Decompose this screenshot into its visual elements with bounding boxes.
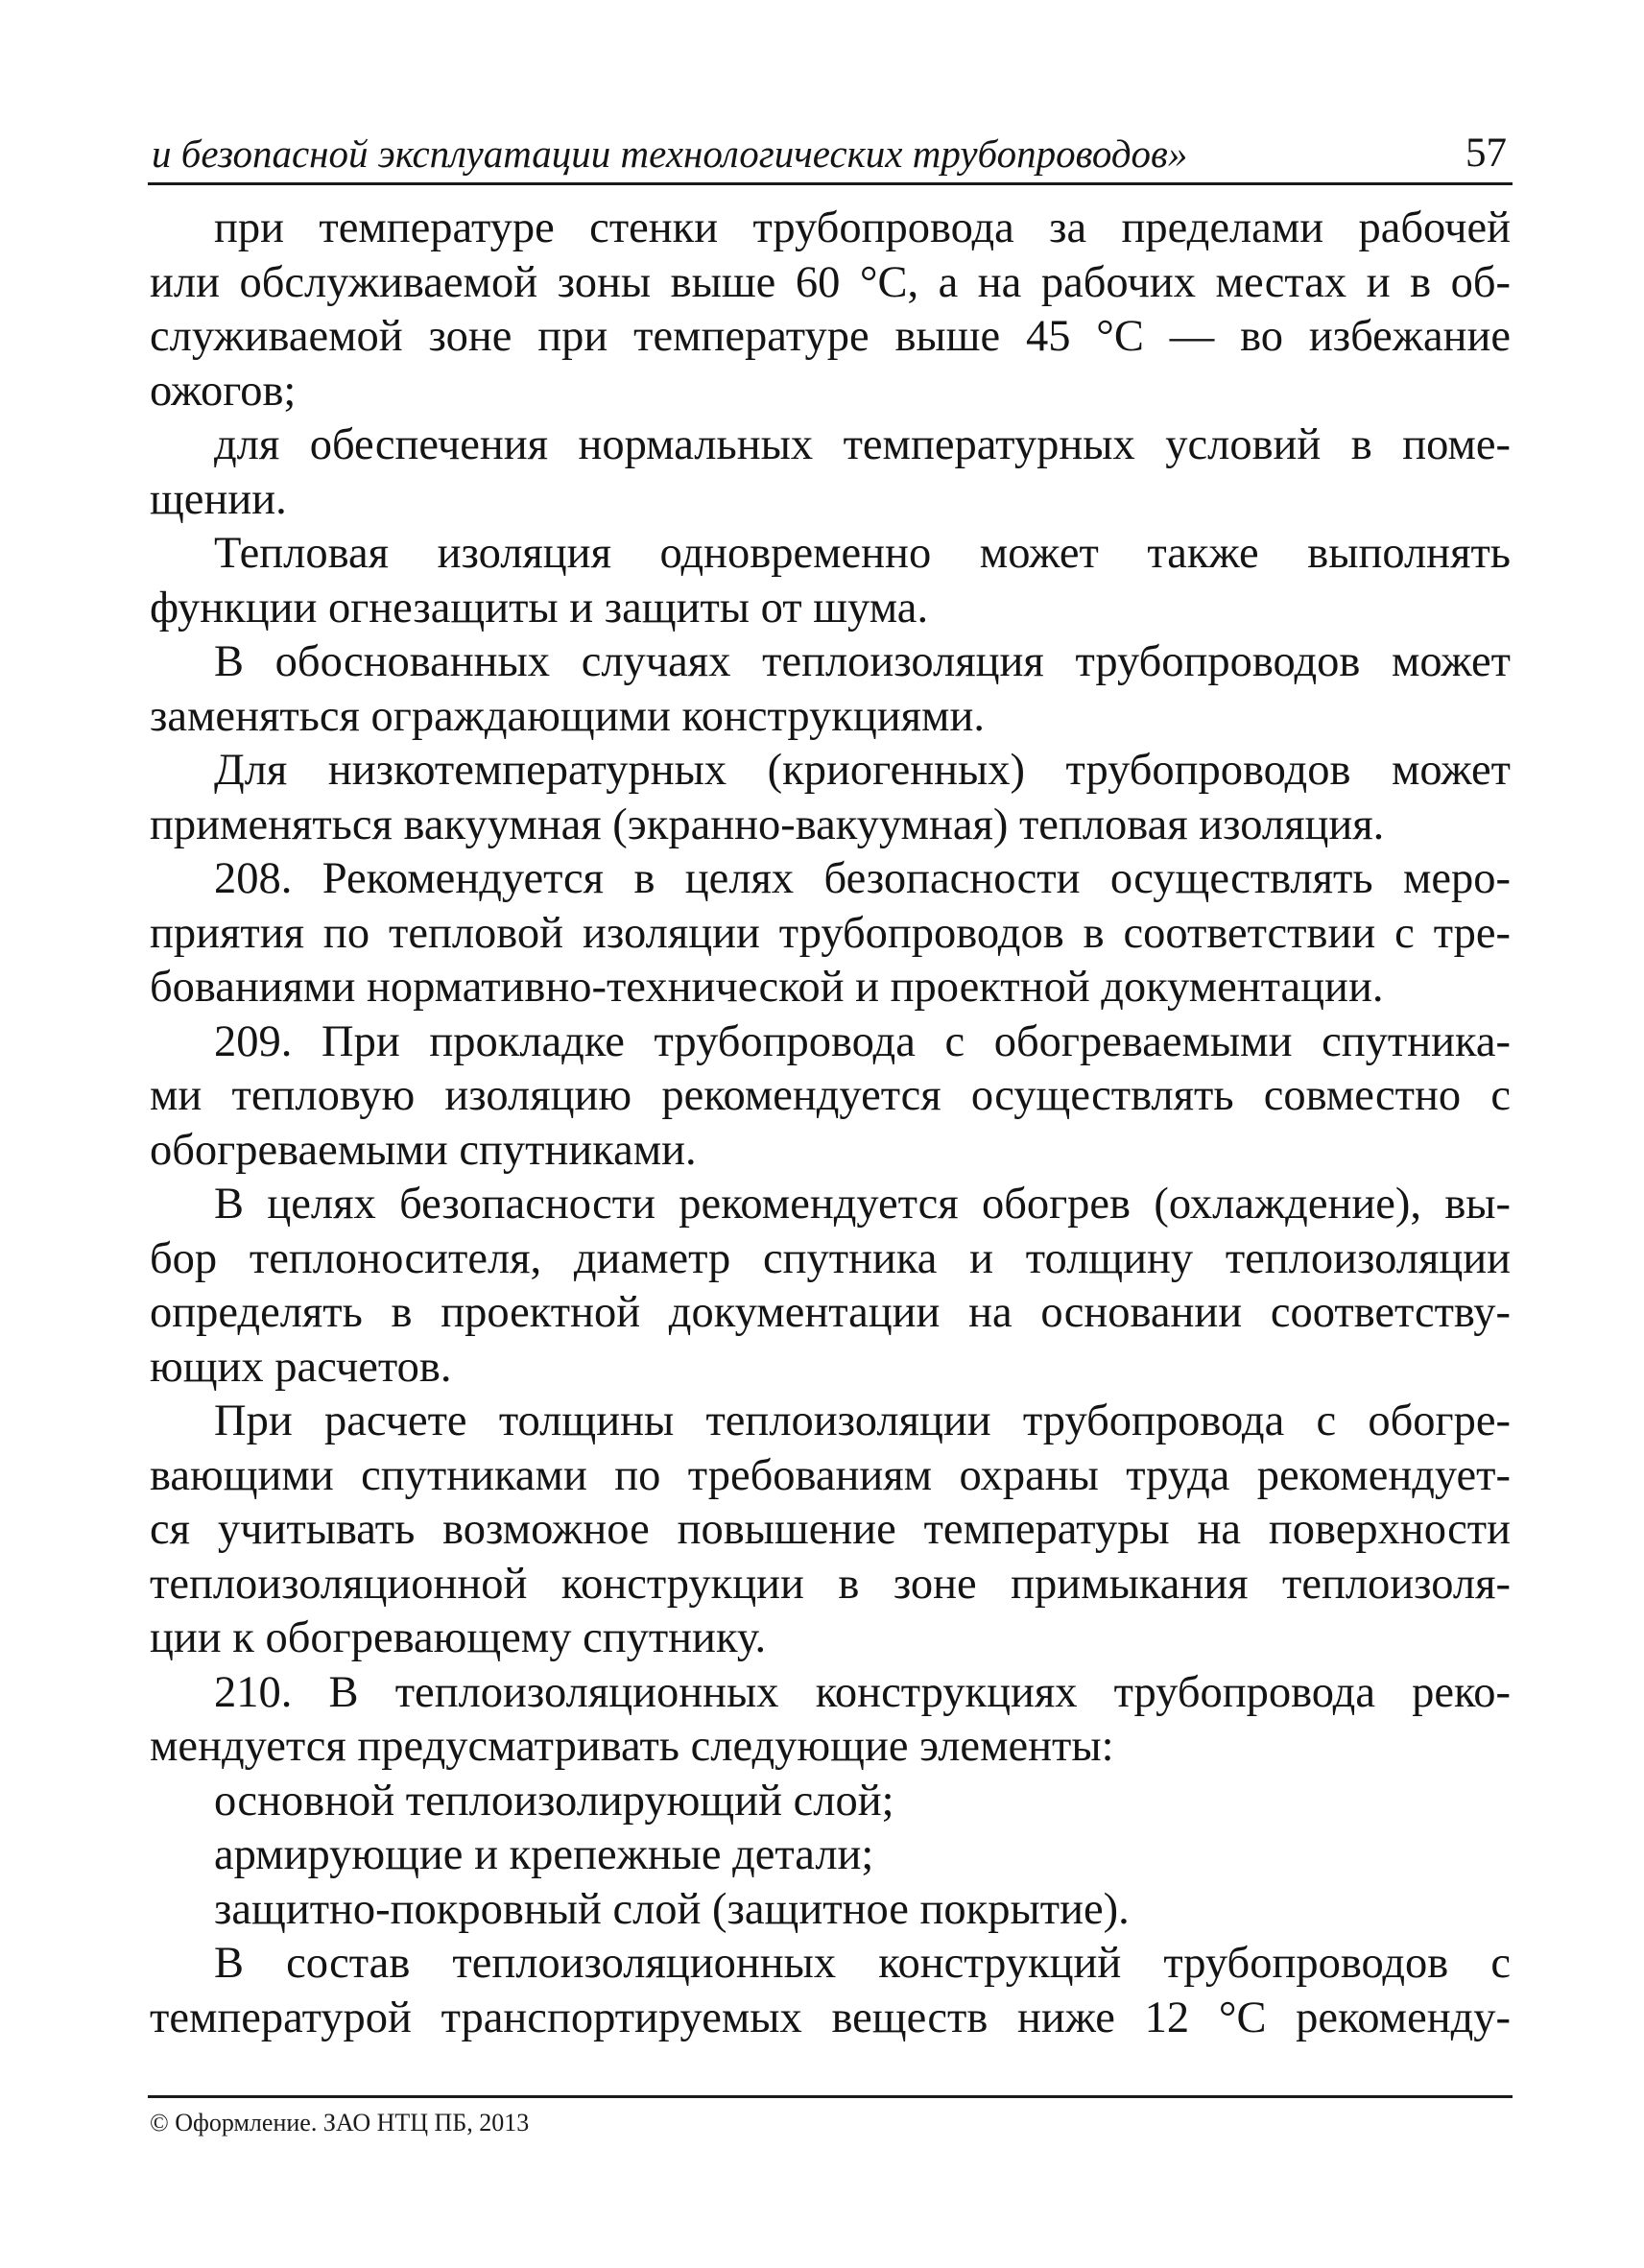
text-line: приятия по тепловой изоляции трубопроводов в соответствии с тре- [150,908,1511,958]
text-line: вающими спутниками по требованиям охраны труда рекомендует- [150,1450,1511,1500]
text-line: для обеспечения нормальных температурных условий в поме- [214,420,1511,469]
text-line: мендуется предусматривать следующие элементы: [150,1722,1114,1771]
text-line: ся учитывать возможное повышение температуры на поверхности [150,1505,1511,1554]
text-line: Для низкотемпературных (криогенных) трубопроводов может [214,746,1511,795]
text-line: В состав теплоизоляционных конструкций трубопроводов с [214,1939,1511,1988]
text-line: ми тепловую изоляцию рекомендуется осуществлять совместно с [150,1071,1511,1120]
text-line: служиваемой зоне при температуре выше 45 °С — во избежание [150,312,1511,361]
text-line: обогреваемыми спутниками. [150,1125,697,1175]
text-line: 209. При прокладке трубопровода с обогреваемыми спутника- [214,1016,1511,1066]
text-line: защитно-покровный слой (защитное покрытие). [214,1884,1130,1934]
text-line: При расчете толщины теплоизоляции трубопровода с обогре- [214,1397,1511,1445]
text-line: армирующие и крепежные детали; [214,1830,874,1879]
text-line: 210. В теплоизоляционных конструкциях трубопровода реко- [214,1667,1511,1717]
text-line: бованиями нормативно-технической и проектной документации. [150,963,1384,1012]
body-text [150,202,1511,2045]
text-line: ющих расчетов. [150,1342,452,1392]
text-line: функции огнезащиты и защиты от шума. [150,583,929,633]
header-title: и безопасной эксплуатации технологических трубопроводов» [152,131,1188,176]
text-line: основной теплоизолирующий слой; [214,1776,894,1826]
text-line: ожогов; [150,366,297,416]
text-line: щении. [150,474,287,524]
text-line: Тепловая изоляция одновременно может также выполнять [214,529,1511,578]
footer-copyright: © Оформление. ЗАО НТЦ ПБ, 2013 [150,2109,530,2137]
text-line: бор теплоносителя, диаметр спутника и толщину теплоизоляции [150,1233,1511,1283]
text-line: температурой транспортируемых веществ ниже 12 °С рекоменду- [150,1993,1511,2042]
text-line: заменяться ограждающими конструкциями. [150,691,985,741]
page-number: 57 [1465,131,1507,176]
text-line: при температуре стенки трубопровода за пределами рабочей [214,203,1511,252]
footer-divider [148,2095,1513,2098]
text-line: ции к обогревающему спутнику. [150,1613,767,1662]
text-line: или обслуживаемой зоны выше 60 °С, а на рабочих местах и в об- [150,257,1511,307]
text-line: теплоизоляционной конструкции в зоне примыкания теплоизоля- [150,1559,1511,1609]
text-line: 208. Рекомендуется в целях безопасности осуществлять меро- [214,854,1511,903]
text-line: В обоснованных случаях теплоизоляция трубопроводов может [214,637,1511,686]
text-line: применяться вакуумная (экранно-вакуумная) тепловая изоляция. [150,800,1385,849]
text-line: определять в проектной документации на основании соответству- [150,1288,1511,1337]
running-header [148,127,1513,185]
text-line: В целях безопасности рекомендуется обогрев (охлаждение), вы- [214,1180,1511,1229]
